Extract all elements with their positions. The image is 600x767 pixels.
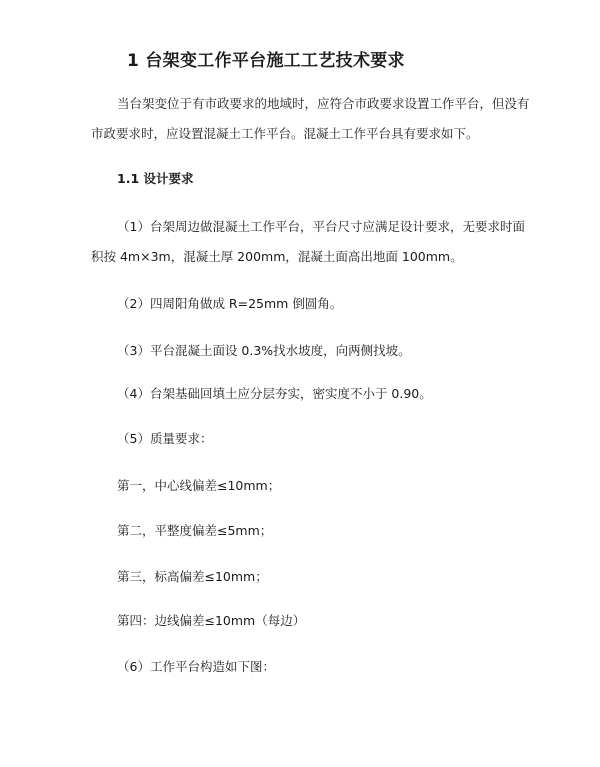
- requirement-4: （4）台架基础回填土应分层夯实，密实度不小于 0.90。: [117, 386, 432, 401]
- requirement-6: （6）工作平台构造如下图：: [117, 659, 275, 674]
- intro-paragraph-line-1: 当台架变位于有市政要求的地域时，应符合市政要求设置工作平台，但没有: [117, 96, 530, 111]
- requirement-2: （2）四周阳角做成 R=25mm 倒圆角。: [117, 296, 343, 311]
- quality-requirement-4: 第四：边线偏差≤10mm（每边）: [117, 613, 306, 628]
- quality-requirement-3: 第三，标高偏差≤10mm；: [117, 569, 268, 584]
- document-title: 1 台架变工作平台施工工艺技术要求: [127, 51, 405, 71]
- requirement-1-line-2: 积按 4m×3m，混凝土厚 200mm，混凝土面高出地面 100mm。: [91, 249, 463, 264]
- quality-requirement-1: 第一，中心线偏差≤10mm；: [117, 478, 281, 493]
- section-heading: 1.1 设计要求: [117, 171, 194, 186]
- requirement-1-line-1: （1）台架周边做混凝土工作平台，平台尺寸应满足设计要求，无要求时面: [117, 219, 525, 234]
- requirement-3: （3）平台混凝土面设 0.3%找水坡度，向两侧找坡。: [117, 343, 411, 358]
- quality-requirement-2: 第二，平整度偏差≤5mm；: [117, 523, 273, 538]
- requirement-5: （5）质量要求：: [117, 431, 213, 446]
- intro-paragraph-line-2: 市政要求时，应设置混凝土工作平台。混凝土工作平台具有要求如下。: [91, 126, 479, 141]
